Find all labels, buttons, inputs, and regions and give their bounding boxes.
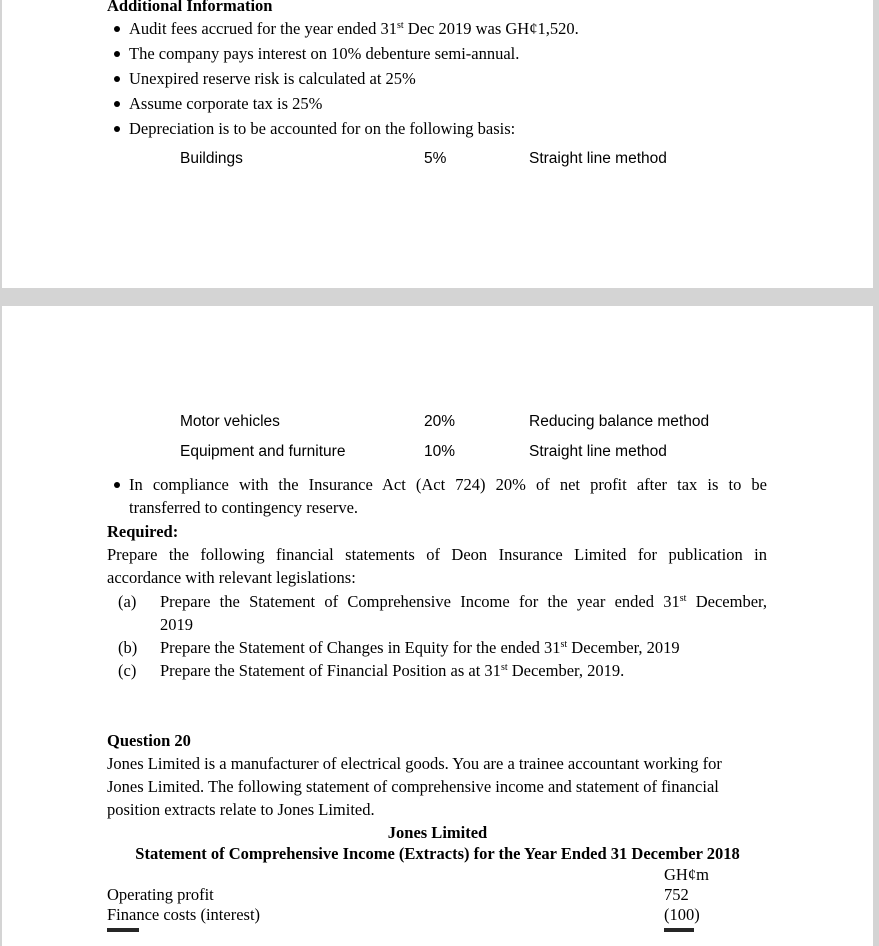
document-page-1 <box>2 0 873 288</box>
bullet-icon <box>114 76 120 82</box>
item-text: Prepare the Statement of Financial Position as at 31 <box>160 661 501 680</box>
required-line-2: accordance with relevant legislations: <box>107 568 356 587</box>
superscript: st <box>679 593 687 604</box>
bullet-depreciation: Depreciation is to be accounted for on the following basis: <box>129 119 516 138</box>
compliance-line-2: transferred to contingency reserve. <box>129 498 359 517</box>
bullet-icon <box>114 126 120 132</box>
bullet-corporate-tax: Assume corporate tax is 25% <box>129 94 323 113</box>
depreciation-asset: Equipment and furniture <box>180 443 346 460</box>
bullet-icon <box>114 51 120 57</box>
item-a-line-2: 2019 <box>160 615 193 634</box>
bullet-icon <box>114 482 120 488</box>
row-value-operating-profit: 752 <box>664 885 689 904</box>
item-text: December, 2019. <box>507 661 625 680</box>
question-line-1: Jones Limited is a manufacturer of electrical goods. You are a trainee accountant working for <box>107 754 722 773</box>
row-value-finance-costs: (100) <box>664 905 700 924</box>
statement-title: Statement of Comprehensive Income (Extracts) for the Year Ended 31 December 2018 <box>135 844 740 863</box>
bullet-icon <box>114 26 120 32</box>
item-text: Prepare the Statement of Changes in Equity for the ended 31 <box>160 638 561 657</box>
depreciation-rate: 20% <box>424 413 456 430</box>
item-label-a: (a) <box>118 592 137 611</box>
bullet-icon <box>114 101 120 107</box>
item-text: Prepare the Statement of Comprehensive Income for the year ended 31 <box>160 592 680 611</box>
company-title: Jones Limited <box>387 823 488 842</box>
item-label-b: (b) <box>118 638 138 657</box>
depreciation-method: Reducing balance method <box>529 413 710 430</box>
depreciation-asset: Motor vehicles <box>180 413 280 430</box>
item-text: December, <box>686 592 767 611</box>
bullet-text: Audit fees accrued for the year ended 31 <box>129 19 397 38</box>
item-c <box>160 661 624 681</box>
required-line-1: Prepare the following financial statements of Deon Insurance Limited for publication in <box>107 545 767 564</box>
additional-info-heading: Additional Information <box>107 0 273 15</box>
bullet-audit-fees <box>129 19 579 39</box>
question-line-3: position extracts relate to Jones Limited. <box>107 800 375 819</box>
document-page-2 <box>2 306 873 946</box>
row-label-operating-profit: Operating profit <box>107 885 214 904</box>
item-label-c: (c) <box>118 661 137 680</box>
row-label-finance-costs: Finance costs (interest) <box>107 905 261 924</box>
depreciation-rate: 10% <box>424 443 456 460</box>
currency-header: GH¢m <box>664 865 709 884</box>
depreciation-method: Straight line method <box>529 150 667 167</box>
item-text: December, 2019 <box>567 638 680 657</box>
item-a-line-1 <box>160 592 767 612</box>
depreciation-rate: 5% <box>424 150 447 167</box>
required-heading: Required: <box>107 522 179 541</box>
bullet-debenture: The company pays interest on 10% debenture semi-annual. <box>129 44 520 63</box>
question-line-2: Jones Limited. The following statement of comprehensive income and statement of financial <box>107 777 719 796</box>
bullet-text: Dec 2019 was GH¢1,520. <box>403 19 579 38</box>
depreciation-asset: Buildings <box>180 150 243 167</box>
bullet-reserve-risk: Unexpired reserve risk is calculated at 25% <box>129 69 416 88</box>
depreciation-method: Straight line method <box>529 443 667 460</box>
item-b <box>160 638 680 658</box>
superscript: st <box>560 639 568 650</box>
superscript: st <box>397 20 404 31</box>
compliance-line-1: In compliance with the Insurance Act (Act 724) 20% of net profit after tax is to be <box>129 475 767 494</box>
question-heading: Question 20 <box>107 731 191 750</box>
superscript: st <box>500 662 508 673</box>
